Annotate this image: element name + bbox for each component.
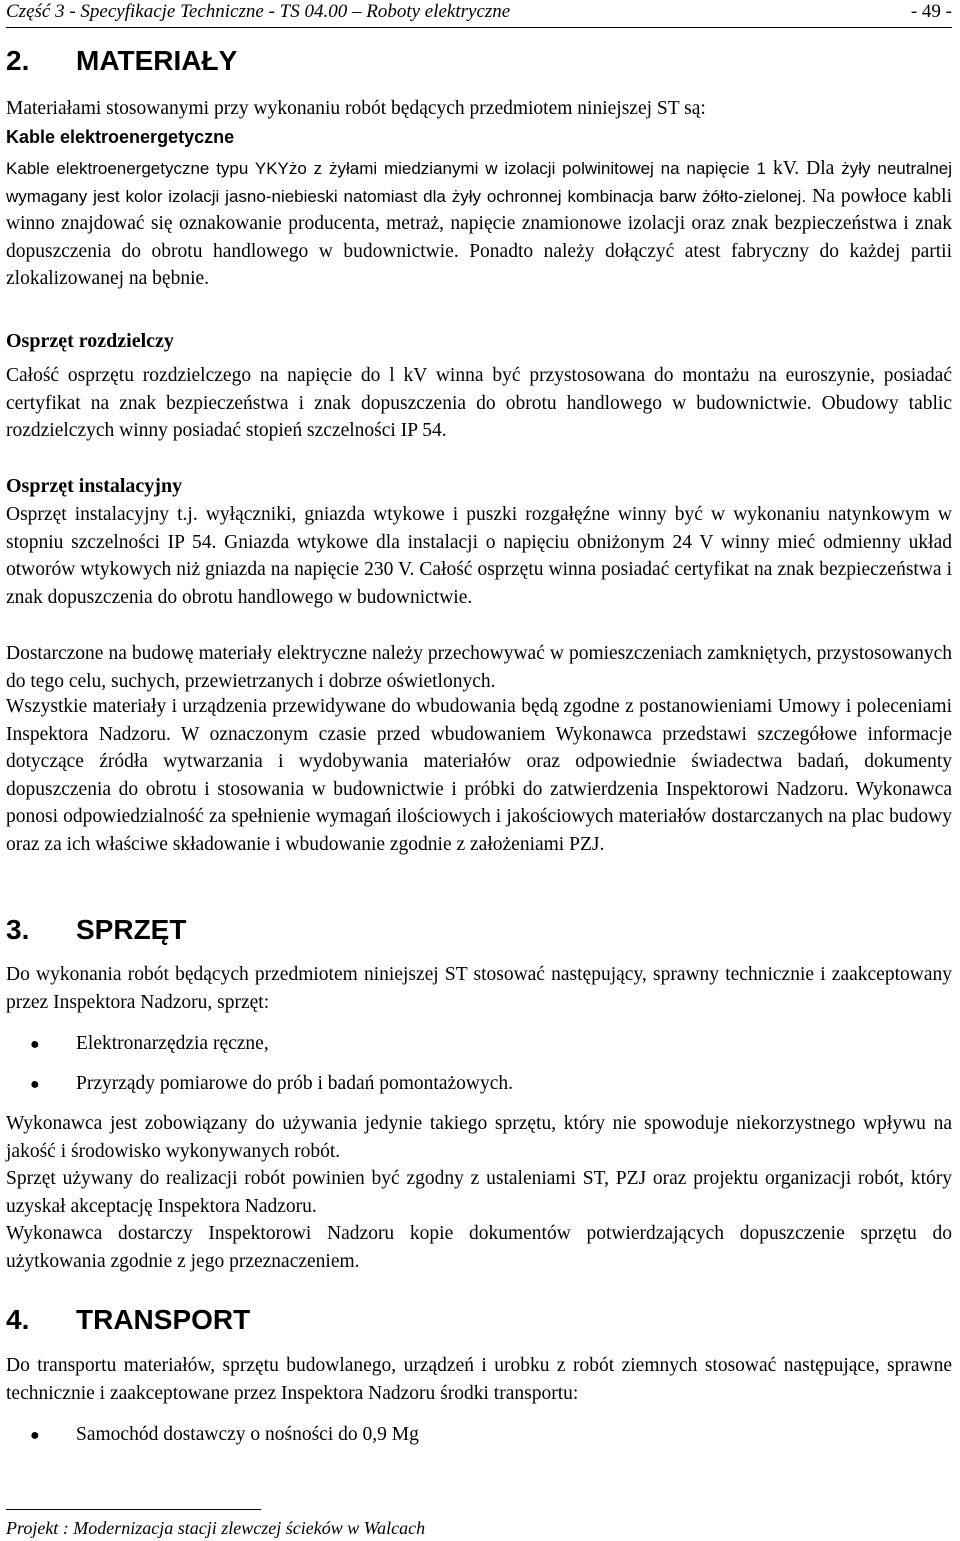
section-2-heading: [6, 44, 237, 78]
distribution-heading: Osprzęt rozdzielczy: [6, 330, 174, 352]
equipment-paragraph-2: Sprzęt używany do realizacji robót powinien być zgodny z ustaleniami ST, PZJ oraz projektu organizacji robót, który uzyskał akceptację Inspektora Nadzoru.: [6, 1168, 952, 1217]
bullet-text: Samochód dostawczy o nośności do 0,9 Mg: [76, 1424, 419, 1445]
cables-text-b: kV. Dla: [772, 158, 835, 179]
section-4-number: 4.: [6, 1304, 30, 1335]
distribution-paragraph: Całość osprzętu rozdzielczego na napięcie do l kV winna być przystosowana do montażu na euroszynie, posiadać certyfikat na znak bezpieczeństwa i znak dopuszczenia do obrotu handlowego w budownictwie. Obudowy tablic rozdzielczych winny posiadać stopień szczelności IP 54.: [6, 365, 952, 442]
installation-paragraph: Osprzęt instalacyjny t.j. wyłączniki, gniazda wtykowe i puszki rozgałęźne winny być w wykonaniu natynkowym w stopniu szczelności IP 54. Gniazda wtykowe dla instalacji o napięciu obniżonym 24 V winny mieć odmienny układ otworów wtykowych niż gniazda na napięcie 230 V. Całość osprzętu winna posiadać certyfikat na znak bezpieczeństwa i znak dopuszczenia do obrotu handlowego w budownictwie.: [6, 504, 952, 608]
transport-intro: Do transportu materiałów, sprzętu budowlanego, urządzeń i urobku z robót ziemnych stosować następujące, sprawne technicznie i zaakceptowane przez Inspektora Nadzoru środki transportu:: [6, 1355, 952, 1404]
header-title: Część 3 - Specyfikacje Techniczne - TS 04.00 – Roboty elektryczne: [6, 1, 511, 22]
bullet-icon: ●: [30, 1427, 40, 1444]
section-3-number: 3.: [6, 914, 30, 945]
section-3-title: SPRZĘT: [76, 914, 187, 945]
page-header: [6, 0, 952, 24]
section-2-number: 2.: [6, 45, 30, 76]
cables-text-a: Kable elektroenergetyczne typu YKYżo z żyłami miedzianymi w izolacji polwinitowej na napięcie 1: [6, 159, 766, 178]
delivery-paragraph: Dostarczone na budowę materiały elektryczne należy przechowywać w pomieszczeniach zamkniętych, przystosowanych do tego celu, suchych, przewietrzanych i dobrze oświetlonych.: [6, 643, 952, 692]
page-number: - 49 -: [910, 1, 952, 22]
equipment-paragraph-1: Wykonawca jest zobowiązany do używania jedynie takiego sprzętu, który nie spowoduje niekorzystnego wpływu na jakość i środowisko wykonywanych robót.: [6, 1113, 952, 1162]
bullet-icon: ●: [30, 1036, 40, 1053]
installation-heading: Osprzęt instalacyjny: [6, 475, 183, 497]
equipment-bullet: [30, 1070, 930, 1098]
equipment-intro: Do wykonania robót będących przedmiotem niniejszej ST stosować następujący, sprawny technicznie i zaakceptowany przez Inspektora Nadzoru, sprzęt:: [6, 964, 952, 1013]
cables-paragraph: [6, 155, 952, 293]
section-3-heading: [6, 913, 186, 947]
bullet-text: Przyrządy pomiarowe do prób i badań pomontażowych.: [76, 1073, 513, 1094]
transport-bullet: [30, 1421, 930, 1449]
section-4-heading: [6, 1303, 250, 1337]
approval-paragraph: Wszystkie materiały i urządzenia przewidywane do wbudowania będą zgodne z postanowieniami Umowy i poleceniami Inspektora Nadzoru. W oznaczonym czasie przed wbudowaniem Wykonawca przedstawi szczegółowe informacje dotyczące źródła wytwarzania i wydobywania materiałów oraz odpowiednie świadectwa badań, dokumenty dopuszczenia do obrotu i stosowania w budownictwie i próbki do zatwierdzenia Inspektorowi Nadzoru. Wykonawca ponosi odpowiedzialność za spełnienie wymagań ilościowych i jakościowych materiałów dostarczanych na plac budowy oraz za ich właściwe składowanie i wbudowanie zgodnie z założeniami PZJ.: [6, 696, 952, 855]
header-rule: [6, 27, 952, 28]
section-2-title: MATERIAŁY: [76, 45, 238, 76]
cables-heading: Kable elektroenergetyczne: [6, 127, 235, 147]
cables-text-d: Na powłoce kabli winno znajdować się oznakowanie producenta, metraż, napięcie znamionowe izolacji oraz znak bezpieczeństwa i znak dopuszczenia do obrotu handlowego w budownictwie. Ponadto należy dołączyć atest fabryczny do każdej partii zlokalizowanej na bębnie.: [6, 185, 953, 290]
bullet-text: Elektronarzędzia ręczne,: [76, 1033, 269, 1054]
equipment-bullet: [30, 1030, 930, 1058]
equipment-paragraph-3: Wykonawca dostarczy Inspektorowi Nadzoru kopie dokumentów potwierdzających dopuszczenie sprzętu do użytkowania zgodnie z jego przeznaczeniem.: [6, 1223, 952, 1272]
page-footer: Projekt : Modernizacja stacji zlewczej ścieków w Walcach: [6, 1518, 426, 1538]
materials-intro: Materiałami stosowanymi przy wykonaniu robót będących przedmiotem niniejszej ST są:: [6, 98, 706, 119]
footer-rule: [6, 1509, 261, 1510]
cables-text-c: żyły neutralnej wymagany jest kolor izolacji jasno-niebieski natomiast dla żyły ochronnej kombinacja barw żółto-zielonej.: [6, 159, 953, 206]
bullet-icon: ●: [30, 1076, 40, 1093]
section-4-title: TRANSPORT: [76, 1304, 251, 1335]
